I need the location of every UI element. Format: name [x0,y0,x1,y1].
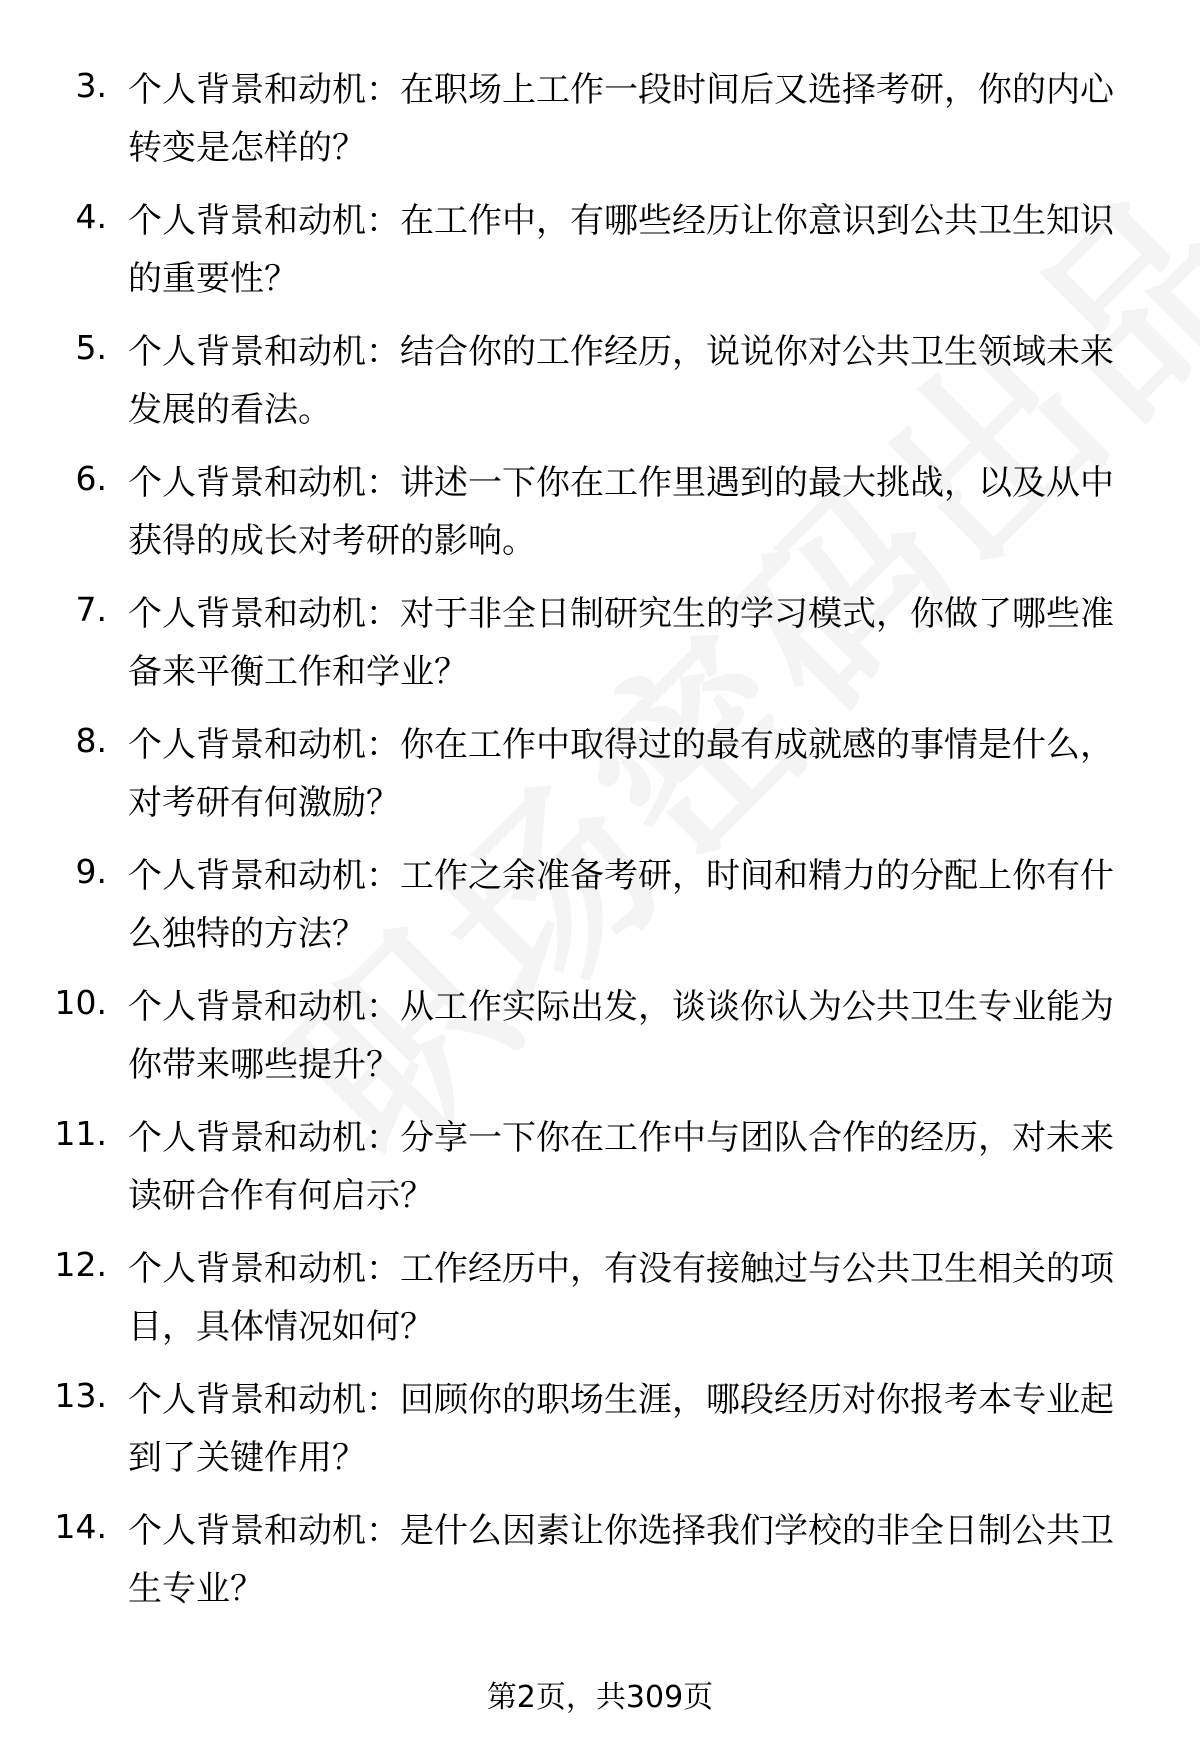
question-number: 10. [54,983,107,1022]
question-text: 个人背景和动机：是什么因素让你选择我们学校的非全日制公共卫生专业？ [128,1511,1114,1609]
question-number: 12. [54,1245,107,1284]
question-text: 个人背景和动机：分享一下你在工作中与团队合作的经历，对未来读研合作有何启示？ [128,1118,1114,1216]
question-text: 个人背景和动机：对于非全日制研究生的学习模式，你做了哪些准备来平衡工作和学业？ [128,594,1114,692]
question-number: 11. [54,1114,107,1153]
question-item [0,55,1200,186]
question-item [0,710,1200,841]
question-text: 个人背景和动机：结合你的工作经历，说说你对公共卫生领域未来发展的看法。 [128,332,1114,430]
question-text: 个人背景和动机：讲述一下你在工作里遇到的最大挑战，以及从中获得的成长对考研的影响。 [128,463,1114,561]
question-text: 个人背景和动机：在职场上工作一段时间后又选择考研，你的内心转变是怎样的？ [128,70,1114,168]
question-number: 4. [75,197,107,236]
question-item [0,448,1200,579]
question-text: 个人背景和动机：工作之余准备考研，时间和精力的分配上你有什么独特的方法？ [128,856,1114,954]
question-number: 14. [54,1507,107,1546]
question-number: 3. [75,66,107,105]
question-number: 9. [75,852,107,891]
question-item [0,1365,1200,1496]
question-item [0,1103,1200,1234]
question-number: 7. [75,590,107,629]
question-number: 13. [54,1376,107,1415]
question-item [0,317,1200,448]
question-text: 个人背景和动机：你在工作中取得过的最有成就感的事情是什么，对考研有何激励？ [128,725,1114,823]
question-item [0,972,1200,1103]
question-item [0,1234,1200,1365]
question-text: 个人背景和动机：回顾你的职场生涯，哪段经历对你报考本专业起到了关键作用？ [128,1380,1114,1478]
question-text: 个人背景和动机：工作经历中，有没有接触过与公共卫生相关的项目，具体情况如何？ [128,1249,1114,1347]
question-item [0,186,1200,317]
question-text: 个人背景和动机：从工作实际出发，谈谈你认为公共卫生专业能为你带来哪些提升？ [128,987,1114,1085]
page-footer: 第2页，共309页 [486,1680,714,1715]
question-number: 8. [75,721,107,760]
question-number: 5. [75,328,107,367]
question-text: 个人背景和动机：在工作中，有哪些经历让你意识到公共卫生知识的重要性？ [128,201,1114,299]
question-number: 6. [75,459,107,498]
question-item [0,841,1200,972]
question-item [0,579,1200,710]
question-list [0,55,1200,1627]
question-item [0,1496,1200,1627]
